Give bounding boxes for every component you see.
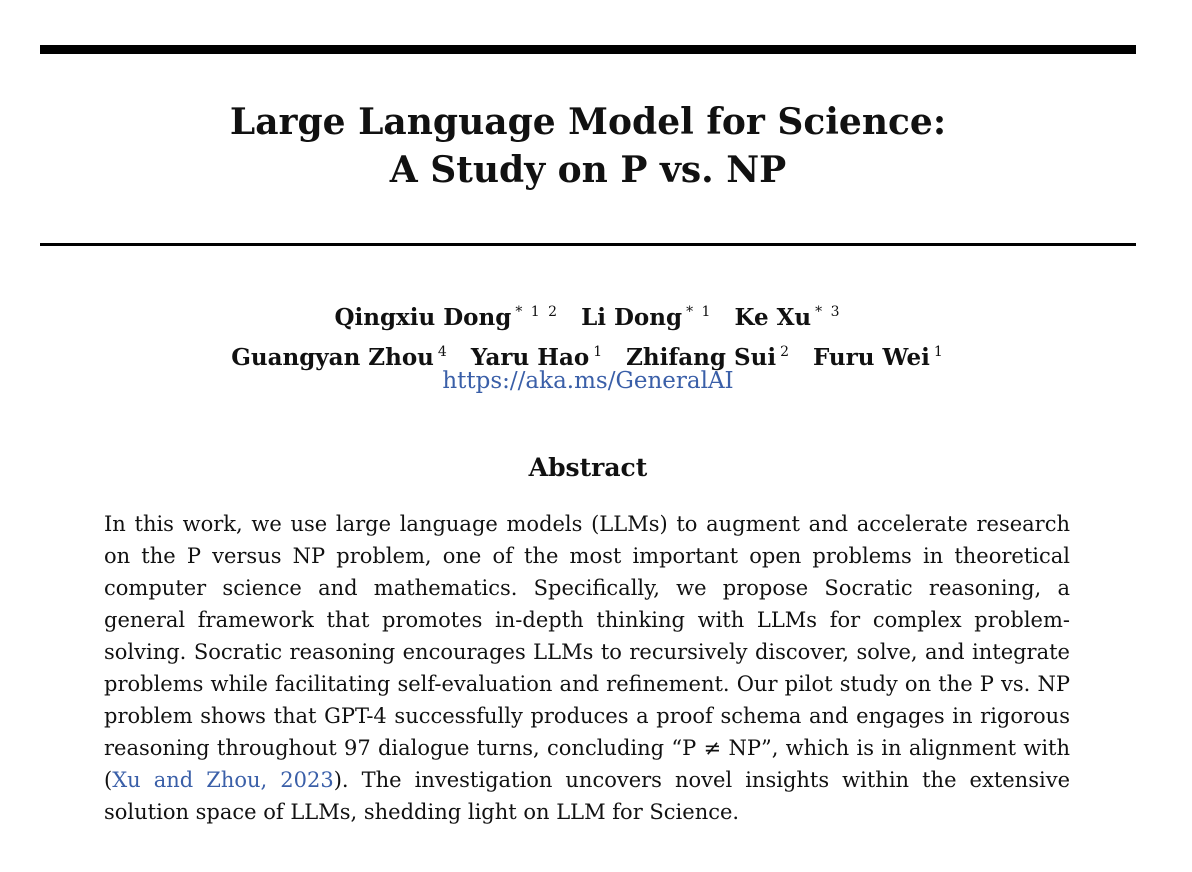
author-list — [40, 295, 1136, 375]
author-xu-ke — [734, 295, 841, 335]
author-affiliation: * 1 — [686, 304, 713, 320]
abstract-text-part-1: In this work, we use large language models (LLMs) to augment and accelerate research on the P versus NP problem, one of the most important open problems in theoretical computer science and mathematics. Specifically, we propose Socratic reasoning, a general framework that promotes in-depth thinking with LLMs for complex problem-solving. Socratic reasoning encourages LLMs to recursively discover, solve, and integrate problems while facilitating self-evaluation and refinement. Our pilot study on the P vs. NP problem shows that GPT-4 successfully produces a proof schema and engages in rigorous reasoning throughout 97 dialogue turns, concluding “P ≠ NP”, which is in alignment with ( — [104, 512, 1070, 792]
abstract-heading: Abstract — [528, 453, 648, 482]
citation-link[interactable]: Xu and Zhou, 2023 — [112, 768, 334, 792]
author-name: Li Dong — [581, 304, 683, 331]
author-affiliation: 2 — [780, 344, 791, 360]
title-line-1: Large Language Model for Science: — [229, 101, 947, 143]
author-name: Ke Xu — [734, 304, 812, 331]
project-link[interactable]: https://aka.ms/GeneralAI — [442, 368, 734, 394]
author-affiliation: 1 — [933, 344, 945, 360]
author-affiliation: 4 — [437, 344, 449, 360]
abstract-text-part-2: ). The investigation uncovers novel insights within the extensive solution space of LLMs, shedding light on LLM for Science. — [104, 768, 1070, 824]
author-line-1 — [40, 295, 1136, 335]
top-rule — [40, 45, 1136, 54]
author-affiliation: * 1 2 — [515, 304, 560, 320]
author-name: Guangyan Zhou — [231, 344, 434, 371]
author-affiliation: * 3 — [815, 304, 842, 320]
author-name: Zhifang Sui — [626, 344, 777, 371]
author-affiliation: 1 — [593, 344, 605, 360]
author-dong-li — [581, 295, 712, 335]
title-line-2: A Study on P vs. NP — [389, 149, 787, 191]
author-name: Yaru Hao — [470, 344, 590, 371]
author-name: Qingxiu Dong — [334, 304, 512, 331]
author-dong-qingxiu — [334, 295, 559, 335]
paper-title — [40, 98, 1136, 194]
abstract-body — [104, 508, 1070, 828]
author-name: Furu Wei — [813, 344, 930, 371]
title-rule — [40, 243, 1136, 246]
